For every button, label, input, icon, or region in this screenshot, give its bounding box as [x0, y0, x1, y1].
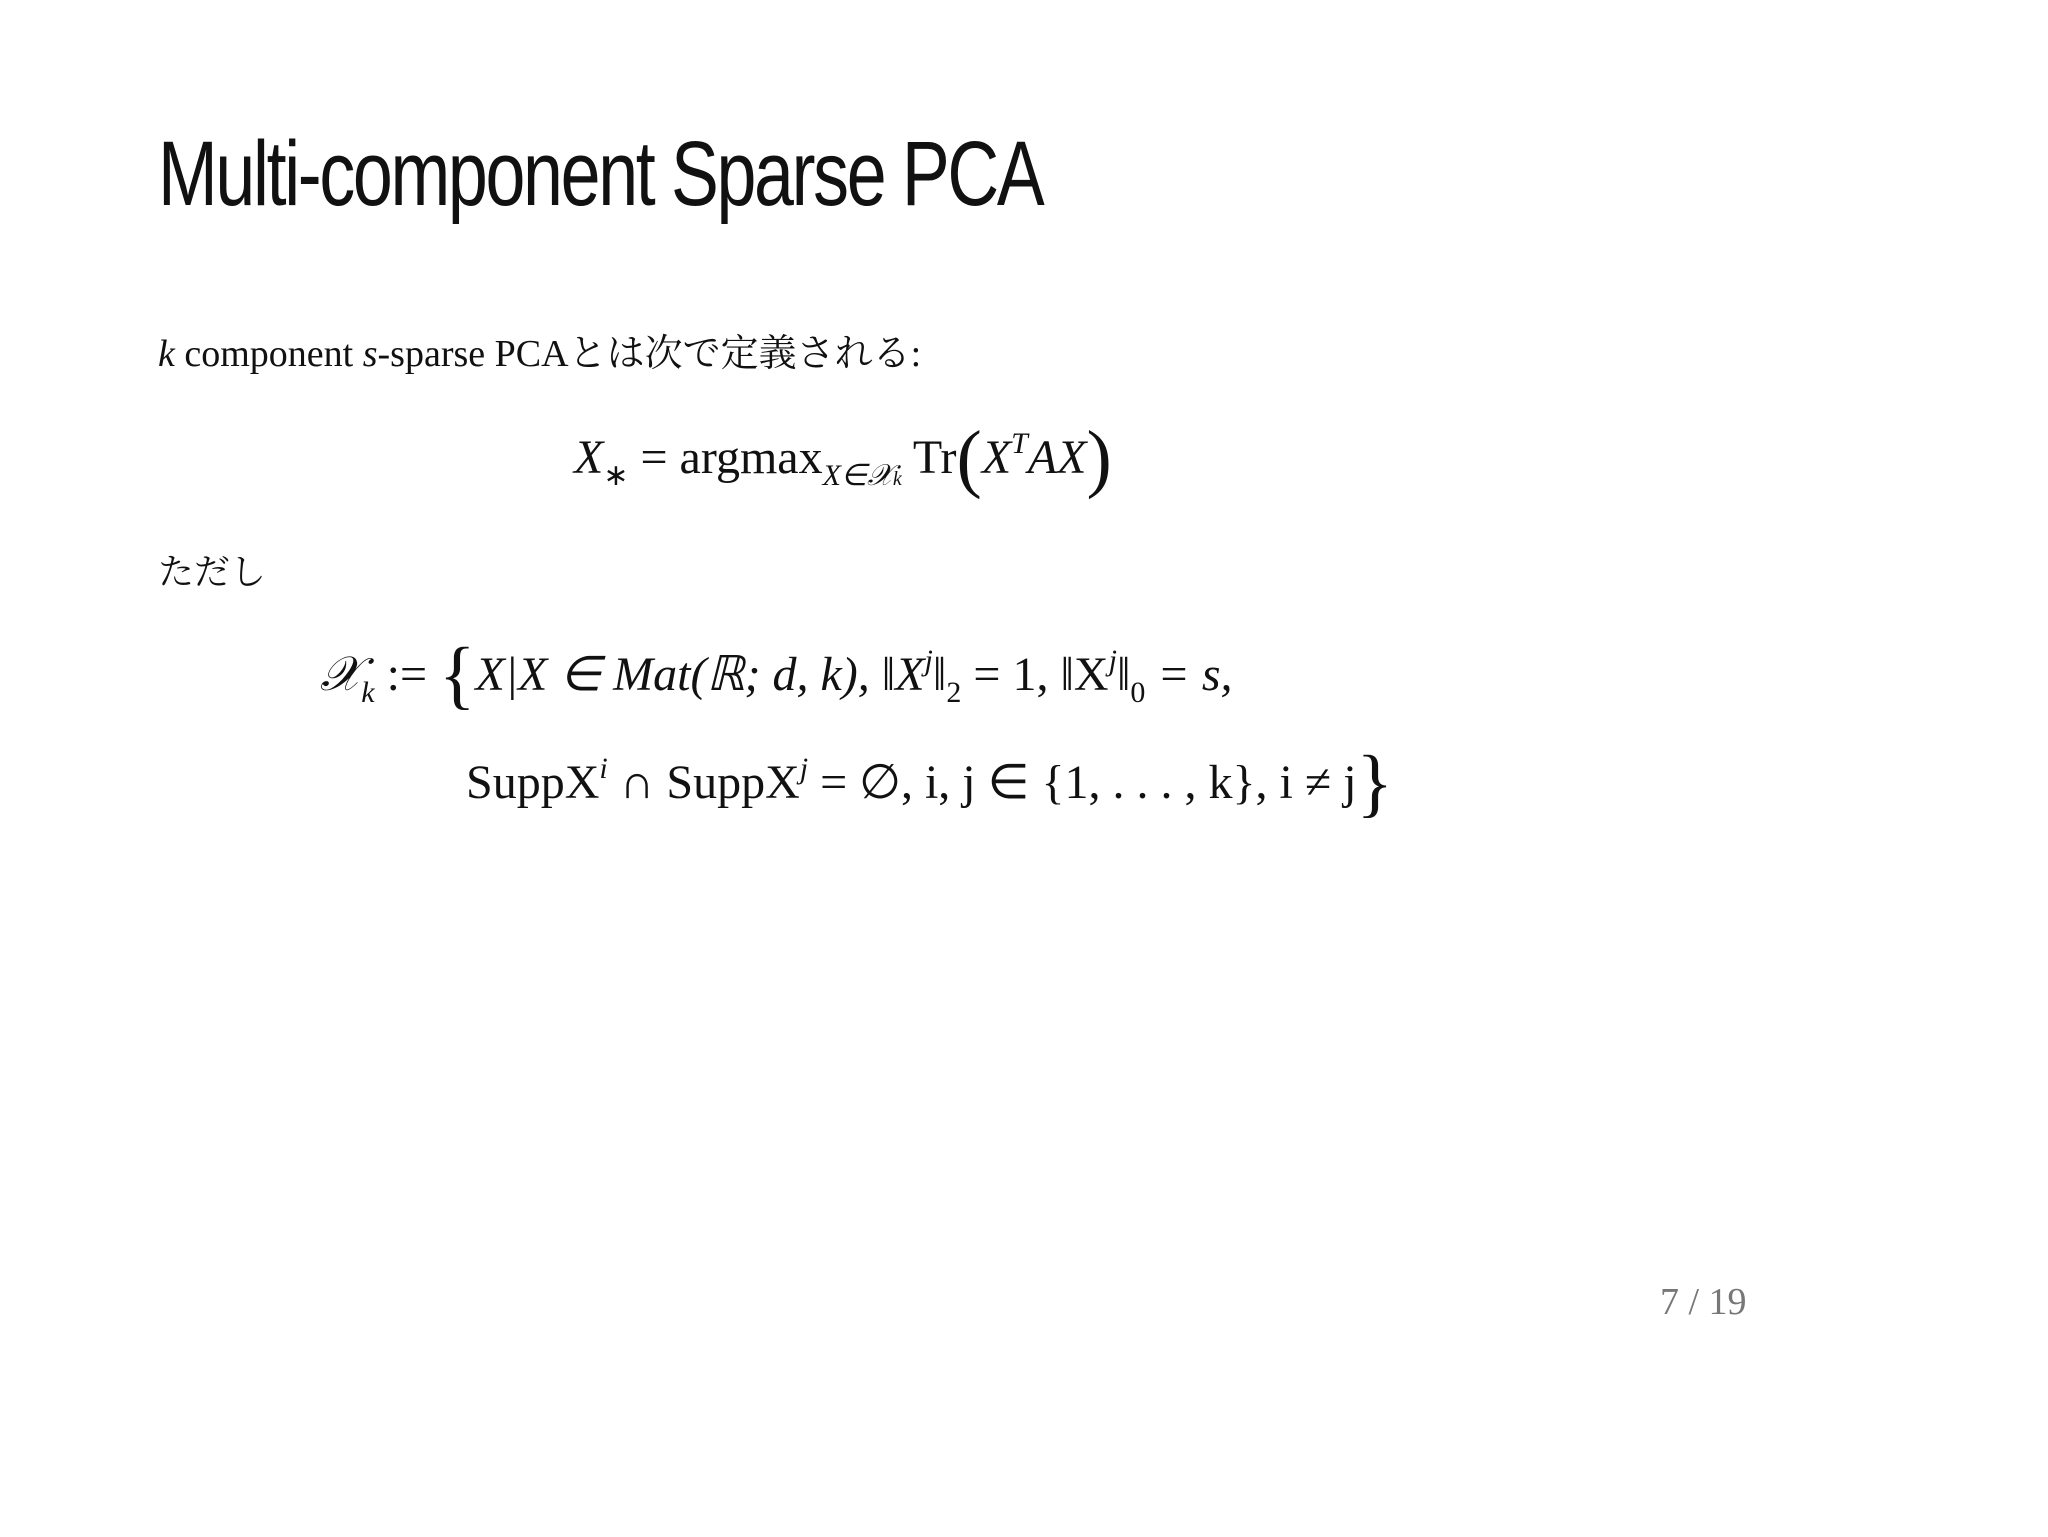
eq2-set-sub: k — [361, 676, 375, 709]
eq1-x: X — [981, 431, 1012, 484]
eq1-lhs: X — [574, 431, 604, 484]
equation-set-line2 — [466, 740, 1393, 827]
intro-s: s — [362, 333, 378, 375]
equation-set-line1 — [320, 632, 1233, 719]
eq2-lbrace: { — [439, 633, 476, 717]
eq2-sub-0: 0 — [1130, 676, 1146, 709]
equation-argmax — [574, 415, 1112, 502]
eq1-argsub-k: k — [892, 468, 902, 490]
eq2b-supp-xi: SuppX — [466, 756, 600, 809]
eq2-end: = s, — [1145, 648, 1233, 701]
intro-text — [158, 322, 921, 377]
eq1-lhs-sub: ∗ — [603, 459, 629, 492]
eq2-norm0: ‖ — [1116, 648, 1131, 701]
eq2b-condition: = ∅, i, j ∈ {1, . . . , k}, i ≠ j — [808, 756, 1357, 809]
intro-k: k — [158, 333, 175, 375]
eq1-argmax: = argmax — [628, 431, 823, 484]
eq1-argmax-sub — [823, 459, 902, 492]
intro-rest: -sparse PCAとは次で定義される: — [377, 333, 922, 375]
eq2b-supp-xj: ∩ SuppX — [607, 756, 800, 809]
eq1-rparen: ) — [1086, 416, 1112, 500]
eq1-argsub: X∈𝒳 — [822, 459, 893, 492]
intro-component: component — [174, 333, 363, 375]
eq1-sup-t: T — [1011, 427, 1028, 460]
eq2b-sup-j: j — [799, 752, 809, 785]
eq2-sup-j1: j — [924, 644, 933, 677]
eq2-mid: = 1, ‖X — [961, 648, 1109, 701]
eq2-condition: X|X ∈ Mat(ℝ; d, k), ‖X — [475, 648, 925, 701]
eq1-trace: Tr — [901, 431, 957, 484]
eq2-norm2: ‖ — [932, 648, 947, 701]
tadashi-text: ただし — [158, 552, 267, 593]
slide-title: Multi-component Sparse PCA — [158, 123, 1043, 225]
eq1-ax: AX — [1027, 431, 1087, 484]
eq2-sub-2: 2 — [946, 676, 962, 709]
page-number: 7 / 19 — [1660, 1281, 1747, 1323]
eq2-sup-j2: j — [1108, 644, 1117, 677]
eq2b-rbrace: } — [1356, 741, 1394, 825]
eq2-assign: := — [374, 648, 440, 701]
eq2-set-symbol: 𝒳 — [320, 646, 362, 702]
eq1-lparen: ( — [956, 416, 982, 500]
eq2b-sup-i: i — [599, 752, 608, 785]
